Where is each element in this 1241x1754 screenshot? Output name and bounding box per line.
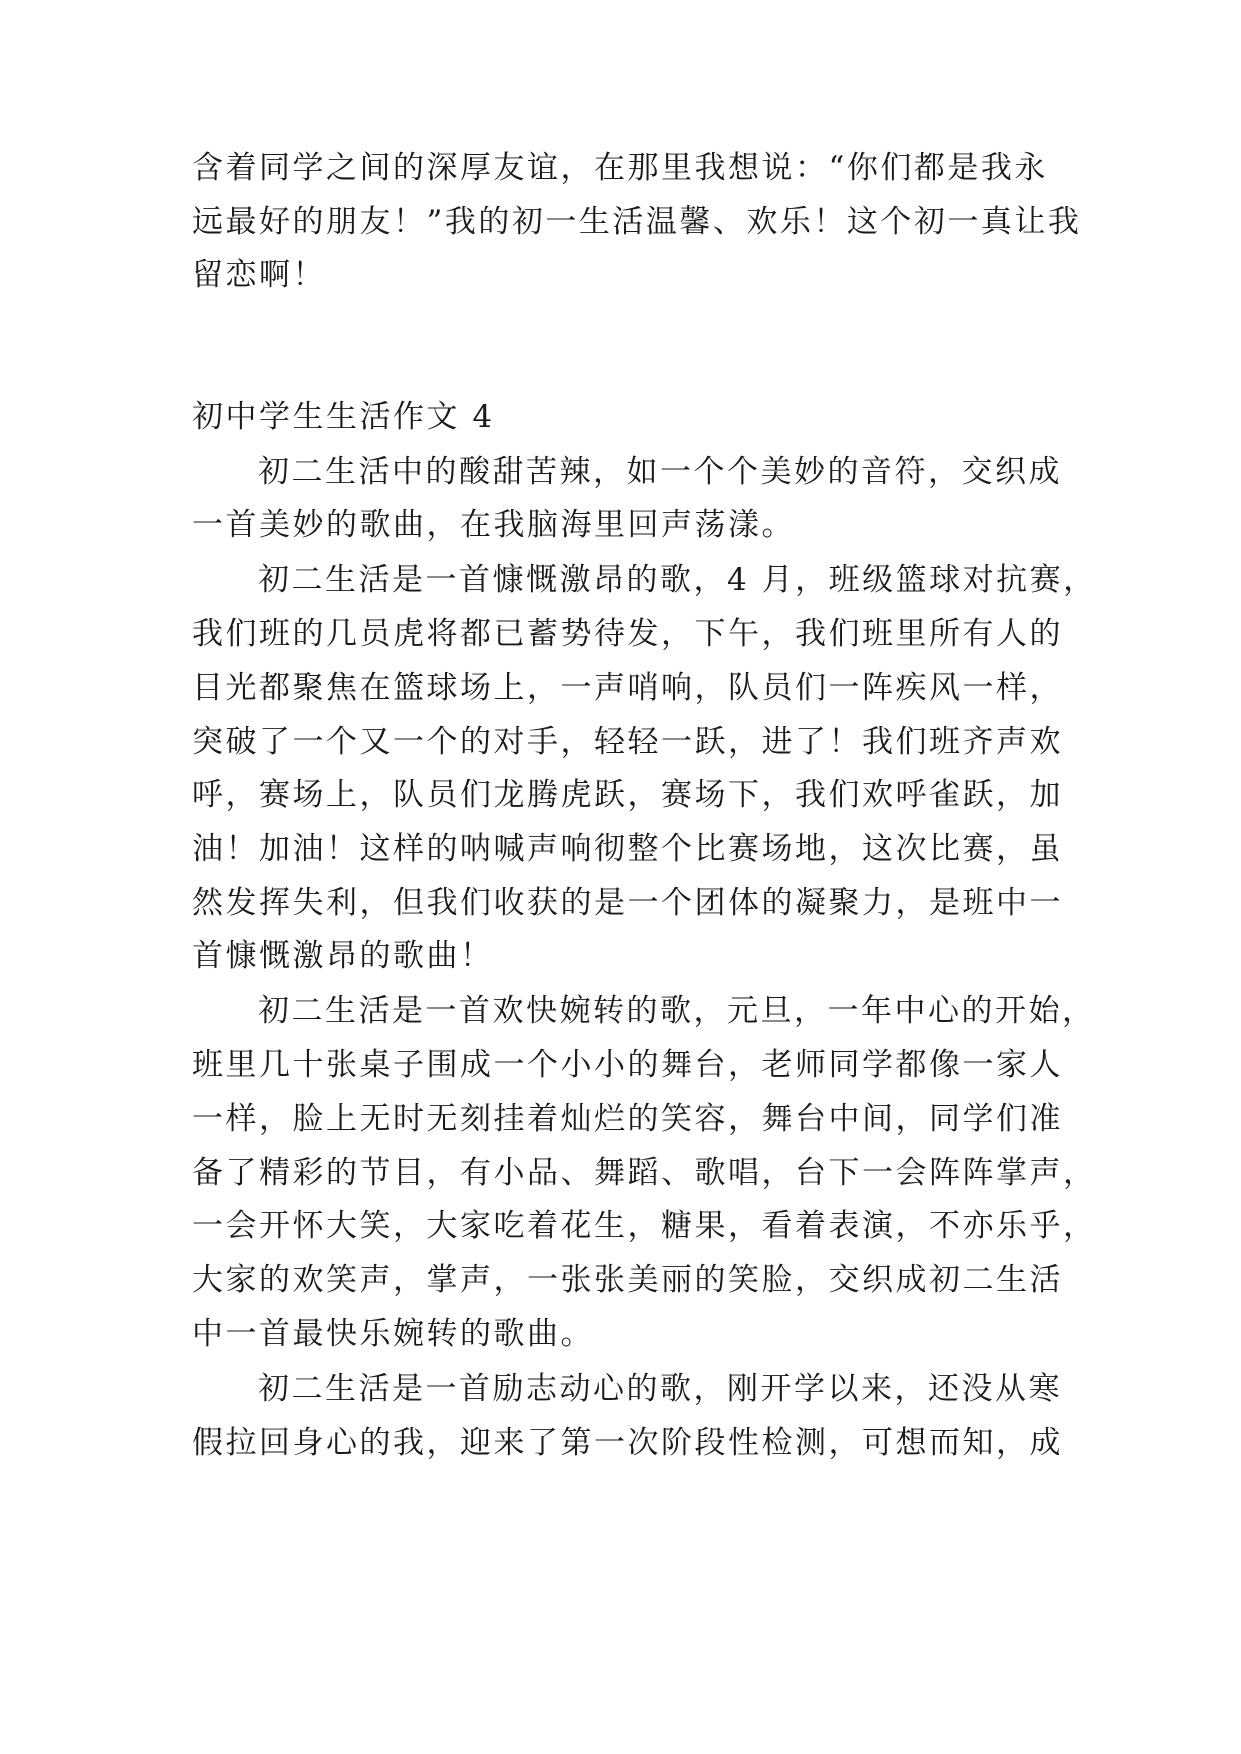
- section-heading: 初中学生生活作文 4: [192, 399, 495, 435]
- text-line: 呼，赛场上，队员们龙腾虎跃，赛场下，我们欢呼雀跃，加: [192, 777, 1063, 813]
- text-line: 含着同学之间的深厚友谊，在那里我想说：“你们都是我永: [192, 150, 1048, 186]
- text-line: 一首美妙的歌曲，在我脑海里回声荡漾。: [192, 507, 795, 543]
- text-line: 中一首最快乐婉转的歌曲。: [192, 1316, 594, 1352]
- text-line: 目光都聚焦在篮球场上，一声哨响，队员们一阵疾风一样，: [192, 670, 1063, 706]
- text-line: 初二生活中的酸甜苦辣，如一个个美妙的音符，交织成: [258, 454, 1062, 490]
- text-line: 一样，脸上无时无刻挂着灿烂的笑容，舞台中间，同学们准: [192, 1101, 1063, 1137]
- text-line: 首慷慨激昂的歌曲！: [192, 938, 494, 974]
- text-line: 突破了一个又一个的对手，轻轻一跃，进了！我们班齐声欢: [192, 724, 1063, 760]
- text-line: 留恋啊！: [192, 257, 326, 293]
- text-line: 然发挥失利，但我们收获的是一个团体的凝聚力，是班中一: [192, 885, 1063, 921]
- text-line: 一会开怀大笑，大家吃着花生，糖果，看着表演，不亦乐乎，: [192, 1208, 1097, 1244]
- text-line: 备了精彩的节目，有小品、舞蹈、歌唱，台下一会阵阵掌声，: [192, 1155, 1097, 1191]
- text-line: 假拉回身心的我，迎来了第一次阶段性检测，可想而知，成: [192, 1425, 1063, 1461]
- text-line: 我们班的几员虎将都已蓄势待发，下午，我们班里所有人的: [192, 616, 1063, 652]
- text-line: 班里几十张桌子围成一个小小的舞台，老师同学都像一家人: [192, 1047, 1063, 1083]
- text-line: 初二生活是一首慷慨激昂的歌，4 月，班级篮球对抗赛，: [258, 562, 1097, 598]
- text-line: 初二生活是一首欢快婉转的歌，元旦，一年中心的开始，: [258, 993, 1096, 1029]
- text-line: 油！加油！这样的呐喊声响彻整个比赛场地，这次比赛，虽: [192, 831, 1063, 867]
- text-line: 远最好的朋友！”我的初一生活温馨、欢乐！这个初一真让我: [192, 204, 1082, 240]
- text-line: 初二生活是一首励志动心的歌，刚开学以来，还没从寒: [258, 1371, 1062, 1407]
- text-line: 大家的欢笑声，掌声，一张张美丽的笑脸，交织成初二生活: [192, 1262, 1063, 1298]
